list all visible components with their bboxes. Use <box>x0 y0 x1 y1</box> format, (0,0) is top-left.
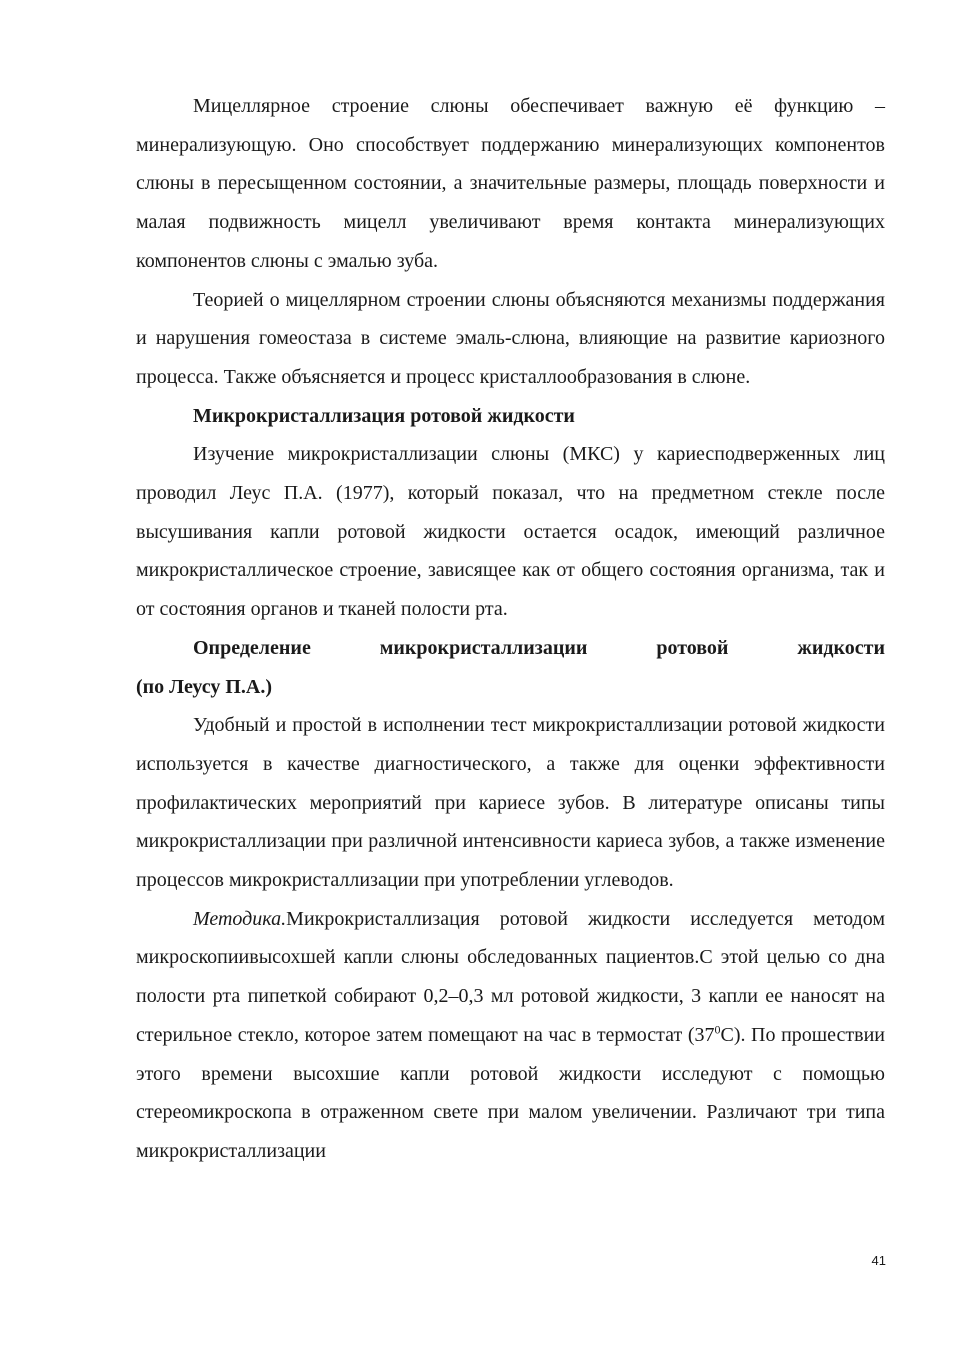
method-label: Методика. <box>193 907 287 930</box>
section-heading-determination: Определение микрокристаллизации ротовой жидкости <box>193 636 885 659</box>
document-page <box>136 87 885 1171</box>
method-text-part2: С). По прошествии этого времени высохшие капли ротовой жидкости исследуют с помощью стереомикроскопа в отраженном свете при малом увеличении. Различают три типа микрокристаллизации <box>136 1023 886 1162</box>
section-heading-microcrystallization: Микрокристаллизация ротовой жидкости <box>193 404 575 427</box>
paragraph-method <box>136 900 885 1171</box>
page-number: 41 <box>871 1253 886 1268</box>
paragraph-micelle-structure: Мицеллярное строение слюны обеспечивает важную её функцию – минерализующую. Оно способствует поддержанию минерализующих компонентов слюны в пересыщенном состоянии, а значительные размеры, площадь поверхности и малая подвижность мицелл увеличивают время контакта минерализующих компонентов слюны с эмалью зуба. <box>136 95 885 272</box>
method-text-part1: Микрокристаллизация ротовой жидкости исследуется методом микроскопиивысохшей капли слюны обследованных пациентов.С этой целью со дна полости рта пипеткой собирают 0,2–0,3 мл ротовой жидкости, 3 капли ее наносят на стерильное стекло, которое затем помещают на час в термостат (37 <box>136 907 885 1046</box>
degree-superscript: 0 <box>714 1022 721 1037</box>
paragraph-micelle-theory: Теорией о мицеллярном строении слюны объясняются механизмы поддержания и нарушения гомеостаза в системе эмаль-слюна, влияющие на развитие кариозного процесса. Также объясняется и процесс кристаллообразования в слюне. <box>136 288 885 388</box>
paragraph-test-usage: Удобный и простой в исполнении тест микрокристаллизации ротовой жидкости используется в качестве диагностического, а также для оценки эффективности профилактических мероприятий при кариесе зубов. В литературе описаны типы микрокристаллизации при различной интенсивности кариеса зубов, а также изменение процессов микрокристаллизации при употреблении углеводов. <box>136 714 885 892</box>
section-heading-determination-subtitle: (по Леусу П.А.) <box>136 675 272 698</box>
paragraph-leus-study: Изучение микрокристаллизации слюны (МКС) у кариесподверженных лиц проводил Леус П.А. (1977), который показал, что на предметном стекле после высушивания капли ротовой жидкости остается осадок, имеющий различное микрокристаллическое строение, зависящее как от общего состояния организма, так и от состояния органов и тканей полости рта. <box>136 443 885 621</box>
